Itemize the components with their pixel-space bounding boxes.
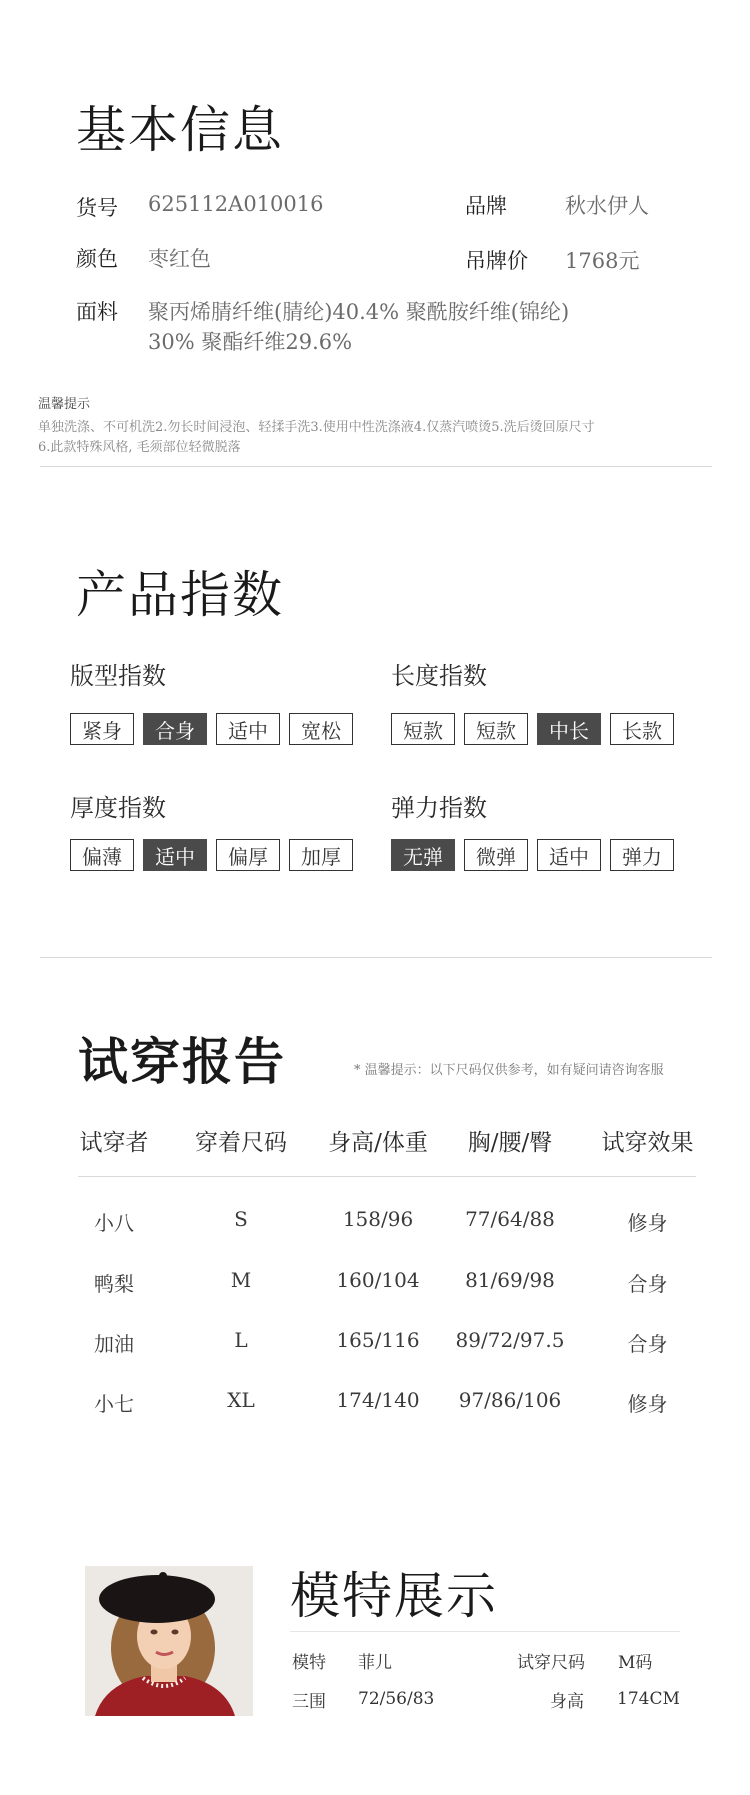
cell-size: M [230, 1268, 252, 1292]
table-row [0, 1388, 750, 1418]
length-option: 短款 [464, 713, 528, 745]
elasticity-option-selected: 无弹 [391, 839, 455, 871]
elasticity-index-label: 弹力指数 [391, 794, 487, 822]
cell-effect: 修身 [627, 1392, 668, 1416]
thickness-option: 加厚 [289, 839, 353, 871]
thickness-index-options [70, 839, 353, 871]
model-height-value: 174CM [617, 1689, 680, 1709]
divider [40, 957, 712, 958]
elasticity-index-options [391, 839, 674, 871]
care-tip-title: 温馨提示 [38, 397, 91, 412]
sku-value: 625112A010016 [148, 192, 324, 216]
model-measure-label: 三围 [292, 1692, 326, 1712]
model-divider [290, 1631, 680, 1632]
fit-report-title: 试穿报告 [78, 1032, 286, 1091]
fabric-line-2: 30% 聚酯纤维29.6% [148, 330, 353, 354]
elasticity-option: 弹力 [610, 839, 674, 871]
price-value: 1768元 [565, 249, 640, 273]
color-label: 颜色 [76, 247, 118, 271]
col-header-tester: 试穿者 [79, 1130, 149, 1156]
model-photo-illustration [85, 1566, 253, 1716]
model-height-label: 身高 [550, 1692, 584, 1712]
cell-measurements: 81/69/98 [465, 1268, 555, 1292]
thickness-index-label: 厚度指数 [70, 794, 166, 822]
care-tip-line-1: 单独洗涤、不可机洗2.勿长时间浸泡、轻揉手洗3.使用中性洗涤液4.仅蒸汽喷烫5.洗后烫回原尺寸 [38, 420, 595, 435]
brand-label: 品牌 [465, 194, 507, 218]
cell-effect: 修身 [627, 1211, 668, 1235]
table-header-divider [78, 1176, 696, 1177]
cell-tester: 鸭梨 [94, 1272, 134, 1296]
model-size-value: M码 [618, 1653, 653, 1673]
length-option-selected: 中长 [537, 713, 601, 745]
model-show-title: 模特展示 [290, 1567, 498, 1625]
fit-option: 紧身 [70, 713, 134, 745]
model-photo [85, 1566, 253, 1716]
cell-height-weight: 174/140 [336, 1388, 420, 1412]
thickness-option: 偏厚 [216, 839, 280, 871]
product-index-title: 产品指数 [76, 566, 284, 624]
fit-option: 适中 [216, 713, 280, 745]
cell-size: XL [227, 1388, 255, 1412]
length-option: 短款 [391, 713, 455, 745]
color-value: 枣红色 [148, 247, 211, 271]
length-index-options [391, 713, 674, 745]
model-size-label: 试穿尺码 [517, 1653, 585, 1673]
col-header-measurements: 胸/腰/臀 [467, 1130, 553, 1156]
length-index-label: 长度指数 [391, 662, 487, 690]
care-tip-line-2: 6.此款特殊风格, 毛须部位轻微脱落 [38, 440, 241, 455]
elasticity-option: 适中 [537, 839, 601, 871]
cell-height-weight: 160/104 [336, 1268, 420, 1292]
fabric-label: 面料 [76, 300, 118, 324]
thickness-option: 偏薄 [70, 839, 134, 871]
sku-label: 货号 [76, 196, 118, 220]
cell-tester: 小八 [94, 1211, 134, 1235]
cell-measurements: 77/64/88 [465, 1207, 555, 1231]
elasticity-option: 微弹 [464, 839, 528, 871]
fit-report-note: * 温馨提示：以下尺码仅供参考，如有疑问请咨询客服 [354, 1063, 664, 1078]
cell-measurements: 97/86/106 [458, 1388, 562, 1412]
fit-option: 宽松 [289, 713, 353, 745]
brand-value: 秋水伊人 [565, 194, 649, 218]
fit-option-selected: 合身 [143, 713, 207, 745]
divider [40, 466, 712, 467]
cell-measurements: 89/72/97.5 [455, 1328, 565, 1352]
model-name-label: 模特 [292, 1653, 326, 1673]
cell-tester: 加油 [94, 1332, 134, 1356]
col-header-size: 穿着尺码 [195, 1130, 287, 1156]
fit-index-label: 版型指数 [70, 662, 166, 690]
cell-height-weight: 158/96 [342, 1207, 414, 1231]
model-name-value: 菲儿 [358, 1653, 392, 1673]
cell-tester: 小七 [94, 1392, 134, 1416]
cell-size: S [234, 1207, 248, 1231]
basic-info-title: 基本信息 [76, 101, 284, 159]
table-row [0, 1328, 750, 1358]
table-row [0, 1268, 750, 1298]
fit-index-options [70, 713, 353, 745]
table-row [0, 1207, 750, 1237]
col-header-effect: 试穿效果 [601, 1130, 694, 1156]
price-label: 吊牌价 [465, 249, 528, 273]
model-measure-value: 72/56/83 [358, 1689, 435, 1709]
fabric-line-1: 聚丙烯腈纤维(腈纶)40.4% 聚酰胺纤维(锦纶) [148, 300, 570, 324]
cell-height-weight: 165/116 [336, 1328, 420, 1352]
cell-size: L [234, 1328, 248, 1352]
length-option: 长款 [610, 713, 674, 745]
cell-effect: 合身 [627, 1332, 668, 1356]
cell-effect: 合身 [627, 1272, 668, 1296]
col-header-height-weight: 身高/体重 [328, 1130, 428, 1156]
thickness-option-selected: 适中 [143, 839, 207, 871]
